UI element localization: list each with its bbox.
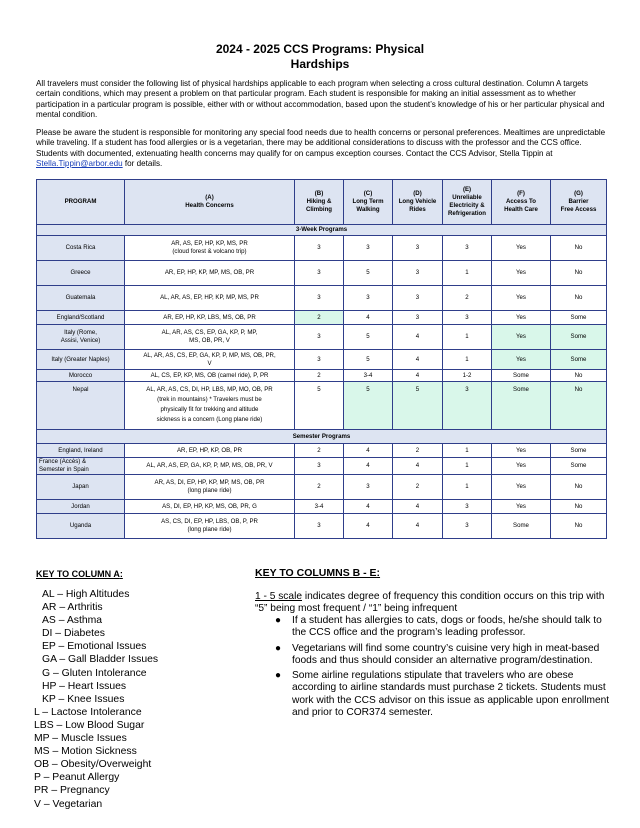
header-d-line2: Rides: [409, 206, 426, 213]
barrier-free-value: No: [551, 236, 607, 261]
header-c-line2: Walking: [356, 206, 380, 213]
page-title: [0, 42, 640, 72]
barrier-free-value: No: [551, 382, 607, 430]
electricity-value: 1: [443, 458, 492, 475]
health-concerns-cell: [125, 370, 295, 382]
header-f-line2: Health Care: [504, 206, 538, 213]
health-codes: AR, EP, HP, KP, MP, MS, OB, PR: [164, 269, 255, 276]
vehicle-value: 4: [393, 500, 443, 514]
health-concerns-cell: [125, 475, 295, 500]
program-name: England/Scotland: [37, 311, 125, 325]
program-name: Uganda: [37, 514, 125, 539]
barrier-free-value: No: [551, 286, 607, 311]
vehicle-value: 2: [393, 475, 443, 500]
walking-value: 4: [344, 311, 393, 325]
table-row: [37, 444, 607, 458]
health-care-value: Yes: [492, 325, 551, 350]
health-care-value: Yes: [492, 350, 551, 370]
table-row: [37, 458, 607, 475]
key-b-heading-colon: :: [376, 567, 381, 579]
barrier-free-value: Some: [551, 350, 607, 370]
health-care-value: Some: [492, 382, 551, 430]
electricity-value: 3: [443, 311, 492, 325]
vehicle-value: 3: [393, 311, 443, 325]
vehicle-value: 3: [393, 261, 443, 286]
list-item: [272, 615, 612, 640]
key-column-a-list: [34, 588, 158, 811]
health-codes: AL, AR, AS, CS, EP, GA, KP, P, MP, MS, OB, PR,: [143, 351, 276, 359]
header-b-line2: Climbing: [305, 206, 333, 213]
hiking-value: 3: [295, 458, 344, 475]
health-note-3: sickness is a concern (Long plane ride): [156, 416, 263, 423]
key-column-a-heading: [36, 569, 123, 579]
list-item: GA – Gall Bladder Issues: [42, 654, 159, 666]
barrier-free-value: Some: [551, 458, 607, 475]
header-g-line1: Barrier: [568, 198, 589, 205]
table-row: [37, 370, 607, 382]
list-item: L – Lactose Intolerance: [34, 706, 142, 718]
header-d-line1: Long Vehicle: [398, 198, 437, 205]
health-care-value: Some: [492, 370, 551, 382]
table-row: [37, 286, 607, 311]
health-concerns-cell: [125, 514, 295, 539]
header-hiking: [295, 180, 344, 225]
electricity-value: 1: [443, 475, 492, 500]
header-b-line1: Hiking &: [306, 198, 332, 205]
section-label: 3-Week Programs: [37, 225, 607, 236]
list-item: MS – Motion Sickness: [34, 746, 137, 758]
section-row-3-week: [37, 225, 607, 236]
health-note: (long plane ride): [187, 526, 232, 533]
health-care-value: Yes: [492, 311, 551, 325]
list-item: V – Vegetarian: [34, 798, 103, 810]
vehicle-value: 3: [393, 286, 443, 311]
header-e-line1: Unreliable: [452, 194, 482, 201]
barrier-free-value: No: [551, 500, 607, 514]
hiking-value: 3: [295, 514, 344, 539]
header-a-letter: (A): [205, 194, 214, 201]
list-item: AR – Arthritis: [42, 602, 103, 614]
health-care-value: Yes: [492, 286, 551, 311]
health-note-2: physically fit for trekking and altitude: [160, 406, 259, 413]
header-c-letter: (C): [363, 190, 373, 197]
header-d-letter: (D): [413, 190, 422, 197]
list-item: [272, 670, 612, 719]
list-item: PR – Pregnancy: [34, 785, 110, 797]
health-concerns-cell: [125, 325, 295, 350]
health-care-value: Yes: [492, 475, 551, 500]
program-name-line2: Semester in Spain: [39, 466, 89, 473]
electricity-value: 3: [443, 382, 492, 430]
header-f-letter: (F): [517, 190, 525, 197]
hiking-value: 3-4: [295, 500, 344, 514]
food-needs-paragraph: [36, 128, 606, 169]
electricity-value: 1: [443, 261, 492, 286]
electricity-value: 2: [443, 286, 492, 311]
program-name: [37, 458, 125, 475]
list-item: G – Gluten Intolerance: [42, 667, 147, 679]
intro-paragraph: All travelers must consider the following list of physical hardships applicable to each program when selecting a cross cultural destination. Column A targets certain conditions, which may present a problem on that particular program. Each student is responsible for making an initial assessment as to whether participation in a particular program is possible, either with or without accommodation, based upon the student’s knowledge of his or her particular physical and mental condition.: [36, 79, 605, 119]
hiking-value: 3: [295, 350, 344, 370]
vehicle-value: 4: [393, 325, 443, 350]
hiking-value: 3: [295, 325, 344, 350]
vehicle-value: 4: [393, 370, 443, 382]
header-f-line1: Access To: [505, 198, 537, 205]
health-note: (cloud forest & volcano trip): [172, 248, 247, 255]
food-needs-text: Please be aware the student is responsible for monitoring any special food needs due to health concerns or personal preferences. Mealtimes are unpredictable while traveling. If a student has food allergies or is a vegetarian, there may be additional considerations to discuss with the professor and the CCS office. Students with documented, extenuating health concerns may qualify for on campus exception courses. Contact the CCS Advisor, Stella Tippin at: [36, 128, 606, 158]
health-care-value: Yes: [492, 444, 551, 458]
vehicle-value: 4: [393, 458, 443, 475]
title-line-1: 2024 - 2025 CCS Programs: Physical: [215, 42, 425, 56]
electricity-value: 3: [443, 500, 492, 514]
health-concerns-cell: [125, 261, 295, 286]
list-item: OB – Obesity/Overweight: [34, 759, 152, 771]
list-item: LBS – Low Blood Sugar: [34, 719, 145, 731]
walking-value: 5: [344, 261, 393, 286]
program-name: Italy (Greater Naples): [37, 350, 125, 370]
electricity-value: 3: [443, 236, 492, 261]
electricity-value: 1: [443, 325, 492, 350]
program-name: Guatemala: [37, 286, 125, 311]
header-e-letter: (E): [462, 186, 472, 193]
health-care-value: Yes: [492, 500, 551, 514]
walking-value: 5: [344, 382, 393, 430]
barrier-free-value: Some: [551, 325, 607, 350]
list-item: MP – Muscle Issues: [34, 733, 127, 745]
header-e-line3: Refrigeration: [448, 210, 486, 217]
food-needs-closing: for details.: [124, 158, 163, 168]
header-health-concerns: [125, 180, 295, 225]
program-name: Morocco: [37, 370, 125, 382]
list-item: P – Peanut Allergy: [34, 772, 120, 784]
barrier-free-value: No: [551, 261, 607, 286]
barrier-free-value: No: [551, 370, 607, 382]
vehicle-value: 2: [393, 444, 443, 458]
bullet-text: Vegetarians will find some country’s cuisine very high in meat-based foods and thus should consider an alternative program/destination.: [292, 642, 600, 666]
table-row: [37, 236, 607, 261]
hiking-value: 3: [295, 261, 344, 286]
health-codes: AL, AR, AS, CS, EP, GA, KP, P, MP,: [161, 329, 258, 336]
health-codes-cont: V: [207, 359, 212, 367]
electricity-value: 1-2: [443, 370, 492, 382]
list-item: DI – Diabetes: [42, 628, 105, 640]
walking-value: 3: [344, 475, 393, 500]
table-row: [37, 475, 607, 500]
barrier-free-value: Some: [551, 444, 607, 458]
health-concerns-cell: [125, 286, 295, 311]
section-label: Semester Programs: [37, 430, 607, 444]
electricity-value: 3: [443, 514, 492, 539]
vehicle-value: 4: [393, 350, 443, 370]
program-name: England, Ireland: [37, 444, 125, 458]
health-care-value: Yes: [492, 236, 551, 261]
header-walking: [344, 180, 393, 225]
table-row: [37, 500, 607, 514]
health-care-value: Yes: [492, 261, 551, 286]
key-a-heading-text: KEY TO COLUMN A: [36, 569, 120, 579]
health-concerns-cell: [125, 382, 295, 430]
header-e-line2: Electricity &: [449, 202, 485, 209]
health-concerns-cell: [125, 311, 295, 325]
health-codes: AL, AR, AS, CS, DI, HP, LBS, MP, MO, OB, PR: [146, 386, 273, 393]
health-codes: AR, AS, DI, EP, HP, KP, MP, MS, OB, PR: [154, 479, 265, 486]
table-row: [37, 311, 607, 325]
bullet-icon: ●: [275, 615, 282, 626]
section-row-semester: [37, 430, 607, 444]
program-name-line2: Assisi, Venice): [60, 337, 101, 344]
scale-description: indicates degree of frequency this condition occurs on this trip with “5” being most frequent / “1” being infrequent: [255, 591, 605, 615]
vehicle-value: 5: [393, 382, 443, 430]
list-item: AS – Asthma: [42, 615, 103, 627]
program-name-line1: France (Accès) &: [39, 458, 87, 465]
walking-value: 5: [344, 325, 393, 350]
vehicle-value: 3: [393, 236, 443, 261]
list-item: HP – Heart Issues: [42, 680, 127, 692]
header-vehicle-rides: [393, 180, 443, 225]
health-concerns-cell: [125, 500, 295, 514]
walking-value: 3-4: [344, 370, 393, 382]
electricity-value: 1: [443, 350, 492, 370]
hiking-value: 5: [295, 382, 344, 430]
hiking-value: 2: [295, 311, 344, 325]
health-note-1: (trek in mountains) * Travelers must be: [157, 396, 262, 403]
bullet-text: If a student has allergies to cats, dogs or foods, he/she should talk to the CCS office and the program’s leading professor.: [292, 615, 602, 639]
bullet-text: Some airline regulations stipulate that travelers who are obese according to airline standards must purchase 2 tickets. Students must work with the CCS advisor on this issue as applicable upon enrollment and prior to COR374 semester.: [292, 670, 610, 719]
electricity-value: 1: [443, 444, 492, 458]
walking-value: 4: [344, 500, 393, 514]
header-b-letter: (B): [314, 190, 324, 197]
program-name: Japan: [37, 475, 125, 500]
header-g-line2: Free Access: [560, 206, 597, 213]
barrier-free-value: No: [551, 475, 607, 500]
bullet-icon: ●: [275, 642, 282, 654]
table-row: [37, 350, 607, 370]
program-name: Nepal: [37, 382, 125, 430]
health-codes: AR, EP, HP, KP, LBS, MS, OB, PR: [163, 313, 256, 321]
list-item: EP – Emotional Issues: [42, 641, 147, 653]
header-barrier-free: [551, 180, 607, 225]
header-a-label: Health Concerns: [185, 202, 234, 209]
header-program: PROGRAM: [37, 180, 125, 225]
key-columns-b-e-heading: [255, 567, 380, 579]
header-electricity: [443, 180, 492, 225]
walking-value: 4: [344, 458, 393, 475]
health-concerns-cell: [125, 458, 295, 475]
health-codes: AR, EP, HP, KP, OB, PR: [176, 446, 243, 454]
scale-explanation: [255, 591, 610, 616]
list-item: KP – Knee Issues: [42, 693, 125, 705]
health-codes: AL, AR, AS, EP, HP, KP, MP, MS, PR: [160, 294, 259, 301]
vehicle-value: 4: [393, 514, 443, 539]
table-row: [37, 382, 607, 430]
program-name-line1: Italy (Rome,: [64, 329, 97, 336]
walking-value: 3: [344, 286, 393, 311]
health-concerns-cell: [125, 236, 295, 261]
health-codes: AL, AR, AS, EP, GA, KP, P, MP, MS, OB, PR, V: [146, 462, 273, 469]
hiking-value: 2: [295, 444, 344, 458]
health-care-value: Some: [492, 514, 551, 539]
hardships-table: [36, 179, 607, 539]
health-codes-cont: MS, OB, PR, V: [189, 337, 230, 344]
program-name: Greece: [37, 261, 125, 286]
barrier-free-value: Some: [551, 311, 607, 325]
bullet-icon: ●: [275, 670, 282, 682]
key-columns-b-e-list: [272, 615, 612, 722]
barrier-free-value: No: [551, 514, 607, 539]
key-a-heading-colon: :: [119, 569, 123, 579]
header-health-care: [492, 180, 551, 225]
walking-value: 3: [344, 236, 393, 261]
list-item: [272, 643, 612, 668]
health-concerns-cell: [125, 444, 295, 458]
program-name: Costa Rica: [37, 236, 125, 261]
program-name: [37, 325, 125, 350]
title-line-2: Hardships: [290, 57, 350, 71]
hiking-value: 2: [295, 475, 344, 500]
health-codes: AS, CS, DI, EP, HP, LBS, OB, P, PR: [161, 518, 258, 525]
key-b-heading-text: KEY TO COLUMNS B - E: [255, 567, 377, 579]
advisor-email-link[interactable]: Stella.Tippin@arbor.edu: [36, 158, 123, 168]
health-codes: AS, DI, EP, HP, KP, MS, OB, PR, G: [162, 502, 257, 510]
table-row: [37, 261, 607, 286]
table-header-row: [37, 180, 607, 225]
walking-value: 4: [344, 514, 393, 539]
health-codes: AL, CS, EP, KP, MS, OB (camel ride), P, PR: [150, 371, 269, 379]
header-g-letter: (G): [574, 190, 583, 197]
hiking-value: 2: [295, 370, 344, 382]
health-care-value: Yes: [492, 458, 551, 475]
hiking-value: 3: [295, 236, 344, 261]
list-item: AL – High Altitudes: [42, 589, 130, 600]
health-concerns-cell: [125, 350, 295, 370]
health-note: (long plane ride): [187, 487, 232, 494]
hiking-value: 3: [295, 286, 344, 311]
header-c-line1: Long Term: [352, 198, 384, 205]
table-row: [37, 325, 607, 350]
table-row: [37, 514, 607, 539]
health-codes: AR, AS, EP, HP, KP, MS, PR: [171, 240, 248, 247]
walking-value: 4: [344, 444, 393, 458]
walking-value: 5: [344, 350, 393, 370]
scale-label: 1 - 5 scale: [255, 591, 302, 602]
program-name: Jordan: [37, 500, 125, 514]
